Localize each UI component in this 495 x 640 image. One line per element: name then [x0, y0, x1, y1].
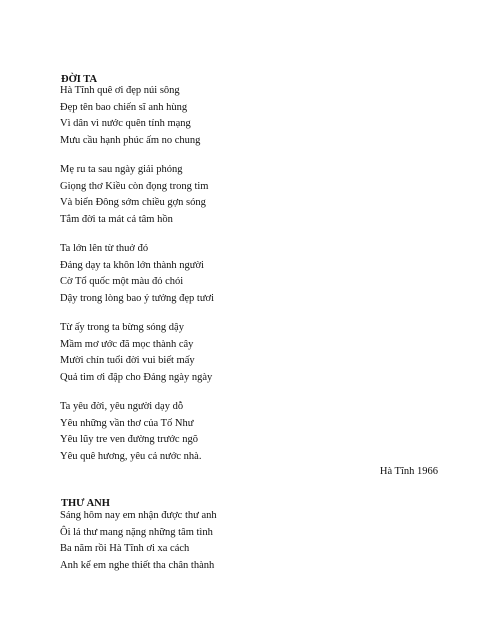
stanza: [60, 399, 201, 465]
verse-line: Ta lớn lên từ thuở đó: [60, 243, 149, 254]
verse-line: Hà Tĩnh quê ơi đẹp núi sông: [60, 85, 180, 96]
poem-title: ĐỜI TA: [61, 74, 98, 85]
verse-line: Mẹ ru ta sau ngày giải phóng: [60, 164, 183, 175]
verse-line: Ôi lá thư mang nặng những tâm tình: [60, 526, 213, 538]
verse-line: Quả tim ơi đập cho Đảng ngày ngày: [60, 371, 213, 383]
verse-line: Cờ Tổ quốc một màu đỏ chói: [60, 276, 184, 287]
verse-line: Giọng thơ Kiều còn đọng trong tim: [60, 180, 209, 192]
verse-line: Ta yêu đời, yêu người dạy dỗ: [60, 401, 184, 412]
verse-line: Anh kể em nghe thiết tha chân thành: [60, 559, 215, 571]
verse-line: Sáng hôm nay em nhận được thư anh: [60, 510, 217, 521]
verse-line: Tắm đời ta mát cả tâm hồn: [60, 213, 173, 225]
verse-line: Mầm mơ ước đã mọc thành cây: [60, 338, 194, 350]
poem-title: THƯ ANH: [61, 498, 110, 509]
stanza: [60, 320, 212, 386]
verse-line: Đảng dạy ta khôn lớn thành người: [60, 259, 204, 271]
verse-line: Dậy trong lòng bao ý tưởng đẹp tươi: [60, 292, 215, 304]
place-date-signature: Hà Tĩnh 1966: [379, 466, 438, 477]
verse-line: Vì dân vì nước quên tính mạng: [60, 118, 191, 129]
verse-line: Mười chín tuổi đời vui biết mấy: [60, 355, 195, 366]
stanza: [60, 83, 200, 149]
verse-line: Từ ấy trong ta bừng sóng dậy: [60, 322, 184, 333]
verse-line: Đẹp tên bao chiến sĩ anh hùng: [60, 101, 188, 113]
verse-line: Yêu quê hương, yêu cả nước nhà.: [60, 450, 202, 462]
verse-line: Yêu lũy tre ven đường trước ngõ: [60, 434, 198, 445]
verse-line: Ba năm rồi Hà Tĩnh ơi xa cách: [60, 543, 190, 554]
verse-line: Và biển Đông sớm chiều gợn sóng: [60, 197, 206, 208]
verse-line: Mưu cầu hạnh phúc ấm no chung: [60, 134, 201, 146]
stanza: [60, 162, 208, 228]
stanza: [60, 508, 217, 574]
stanza: [60, 241, 214, 307]
verse-line: Yêu những vần thơ của Tố Như: [60, 417, 194, 429]
